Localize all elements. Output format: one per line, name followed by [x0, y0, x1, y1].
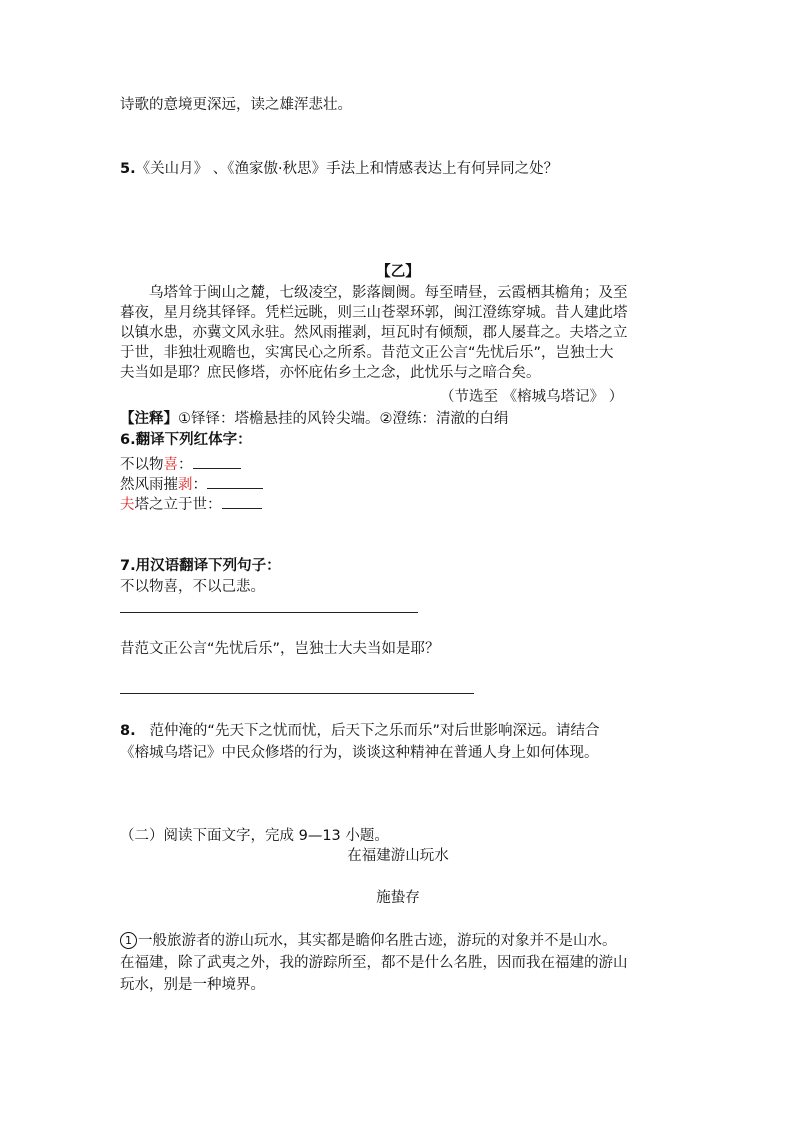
red-character: 剥 [178, 477, 193, 493]
question-6-title: 6.翻译下列红体字： [120, 432, 252, 448]
passage-b-source: （节选至 《榕城乌塔记》 ） [440, 389, 624, 405]
paragraph-line: 玩水，别是一种境界。 [120, 977, 265, 993]
question-5-number: 5. [120, 161, 136, 177]
section-2-intro: （二）阅读下面文字，完成 9—13 小题。 [120, 828, 389, 844]
question-8-line-2: 《榕城乌塔记》中民众修塔的行为，谈谈这种精神在普通人身上如何体现。 [120, 745, 599, 761]
answer-line-1[interactable] [120, 612, 418, 613]
question-7-title: 7.用汉语翻译下列句子： [120, 558, 281, 574]
item-text: ： [192, 477, 207, 493]
note-label: 【注释】 [120, 411, 178, 427]
question-8-line-1 [120, 721, 599, 741]
red-character: 夫 [120, 497, 135, 513]
article-author: 施蛰存 [376, 890, 420, 906]
item-text: ： [178, 457, 193, 473]
passage-b-line: 夫当如是耶？庶民修塔，亦怀庇佑乡土之念，此忧乐与之暗合矣。 [120, 365, 541, 381]
answer-line-2[interactable] [120, 693, 474, 694]
passage-b-line: 以镇水患，亦冀文风永驻。然风雨摧剥，垣瓦时有倾颓，郡人屡葺之。夫塔之立 [120, 325, 628, 341]
paragraph-text: 一般旅游者的游山玩水，其实都是瞻仰名胜古迹，游玩的对象并不是山水。 [138, 933, 617, 949]
answer-blank[interactable] [207, 473, 263, 489]
question-6-item [120, 493, 262, 515]
answer-blank[interactable] [222, 493, 262, 509]
paragraph-number-mark: 1 [120, 932, 137, 949]
question-8-text: 范仲淹的“先天下之忧而忧，后天下之乐而乐”对后世影响深远。请结合 [149, 723, 600, 739]
passage-b-note [120, 409, 509, 429]
item-text: 不以物 [120, 457, 164, 473]
question-5 [120, 159, 558, 179]
item-text: 然风雨摧 [120, 477, 178, 493]
passage-b-line: 于世，非独壮观瞻也，实寓民心之所系。昔范文正公言“先忧后乐”，岂独士大 [120, 345, 614, 361]
item-text: 塔之立于世： [134, 497, 222, 513]
passage-b-body [120, 283, 676, 383]
paragraph-line [120, 930, 676, 952]
question-7-sentence-2: 昔范文正公言“先忧后乐”，岂独士大夫当如是耶？ [120, 641, 440, 657]
passage-b-line: 乌塔耸于闽山之麓，七级凌空，影落阛阓。每至晴昼，云霞栖其檐角；及至 [120, 285, 628, 301]
answer-blank[interactable] [193, 453, 241, 469]
note-text: ①铎铎：塔檐悬挂的风铃尖端。②澄练：清澈的白绢 [178, 411, 509, 427]
question-5-text: 《关山月》 、《渔家傲·秋思》手法上和情感表达上有何异同之处？ [135, 161, 559, 177]
question-6-item [120, 473, 263, 495]
passage-b-header: 【乙】 [376, 264, 420, 280]
question-8-number: 8. [120, 723, 136, 739]
red-character: 喜 [163, 457, 178, 473]
article-title: 在福建游山玩水 [347, 848, 449, 864]
question-7-sentence-1: 不以物喜，不以己悲。 [120, 579, 265, 595]
question-6-item [120, 453, 241, 475]
passage-b-line: 暮夜，星月绕其铎铎。凭栏远眺，则三山苍翠环郭，闽江澄练穿城。昔人建此塔 [120, 305, 628, 321]
continuation-line: 诗歌的意境更深远，读之雄浑悲壮。 [120, 97, 352, 113]
paragraph-line: 在福建，除了武夷之外，我的游踪所至，都不是什么名胜，因而我在福建的游山 [120, 955, 628, 971]
article-paragraph-1 [120, 930, 676, 996]
